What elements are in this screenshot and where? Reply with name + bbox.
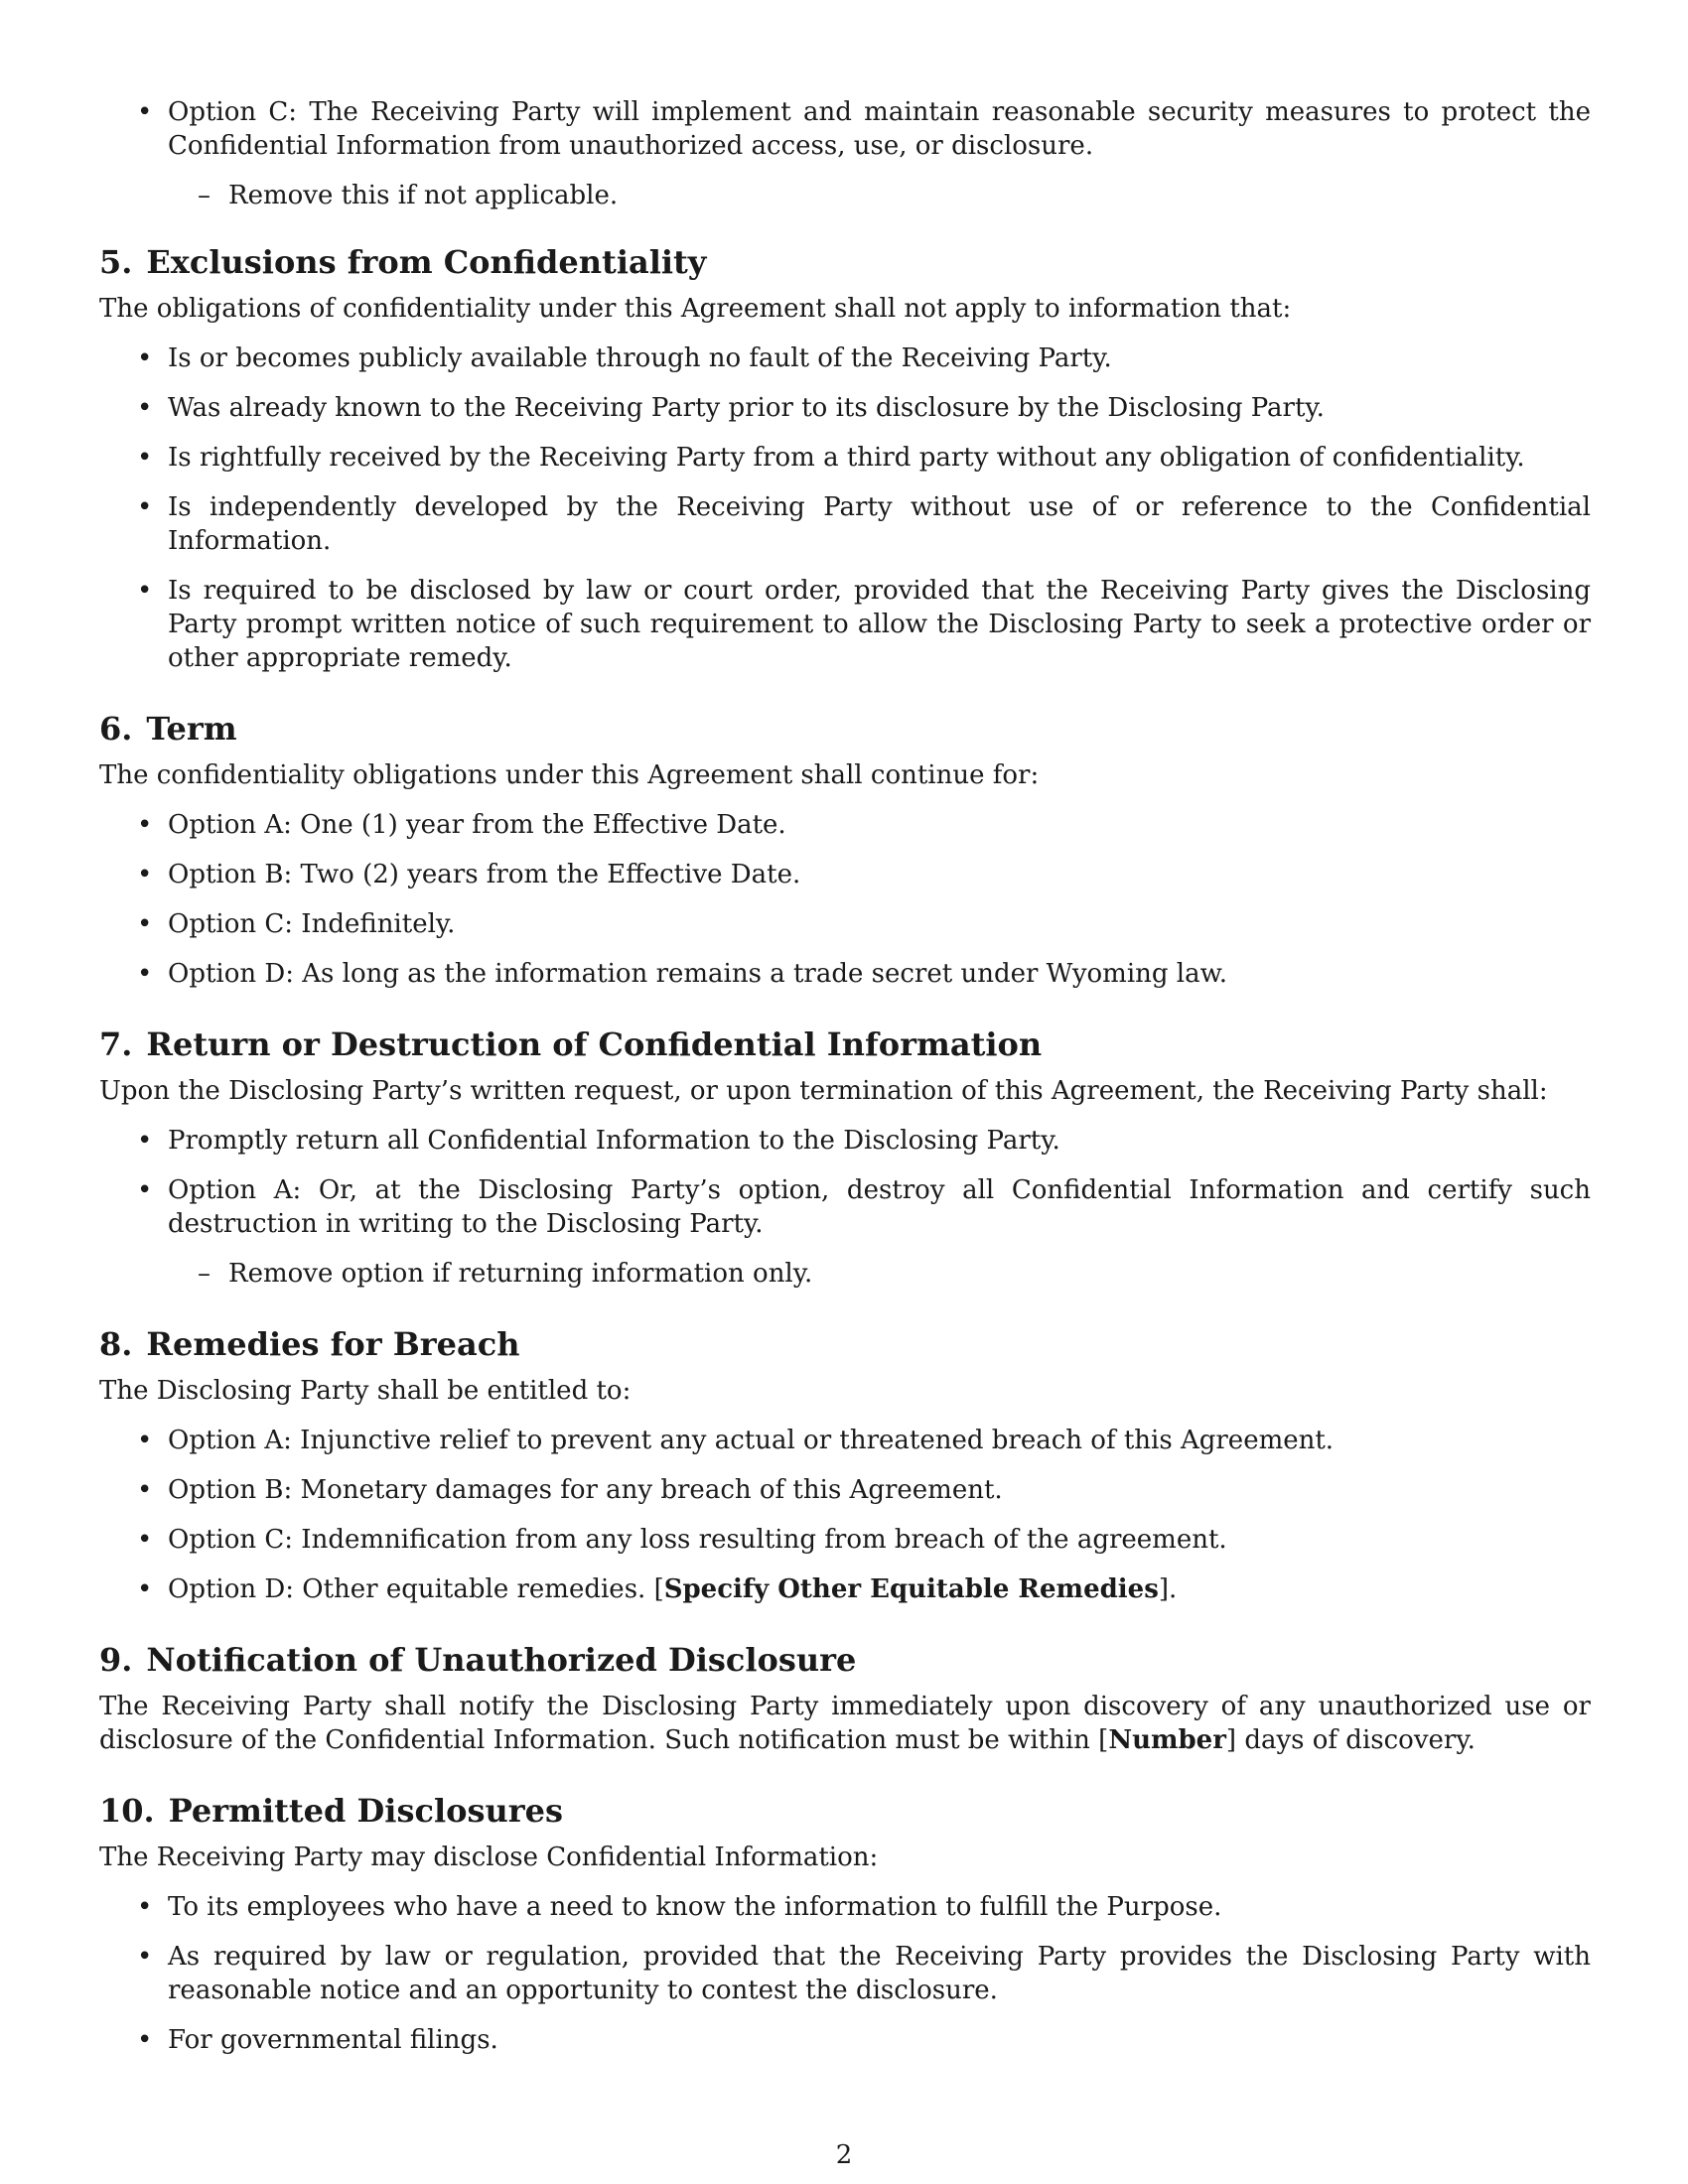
section-number: 6.	[99, 710, 133, 748]
list-item: • Option D: As long as the information remains a trade secret under Wyoming law.	[99, 957, 1591, 991]
list-item: • Option C: Indemnification from any loss resulting from breach of the agreement.	[99, 1523, 1591, 1557]
list-item: • Is required to be disclosed by law or court order, provided that the Receiving Party gives the Disclosing Party prompt written notice of such requirement to allow the Disclosing Party to seek a protective order or other appropriate remedy.	[99, 574, 1591, 675]
section-title: Notification of Unauthorized Disclosure	[146, 1641, 857, 1679]
section-10-lead: The Receiving Party may disclose Confidential Information:	[99, 1843, 879, 1872]
document-page	[99, 95, 1591, 2073]
section-title: Term	[146, 710, 237, 748]
sub-list-item: – Remove this if not applicable.	[168, 179, 1591, 212]
section-number: 8.	[99, 1325, 133, 1363]
list-item: • Option B: Monetary damages for any breach of this Agreement.	[99, 1473, 1591, 1507]
section-10-list	[99, 1890, 1591, 2057]
sub-list	[168, 179, 1591, 212]
list-item-text: Option C: The Receiving Party will implement and maintain reasonable security measures to protect the Confidential Information from unauthorized access, use, or disclosure.	[168, 97, 1591, 161]
list-item-text: Option A: Or, at the Disclosing Party’s option, destroy all Confidential Information and certify such destruction in writing to the Disclosing Party.	[168, 1175, 1591, 1239]
section-8-lead: The Disclosing Party shall be entitled to:	[99, 1376, 632, 1406]
list-item: • To its employees who have a need to know the information to fulfill the Purpose.	[99, 1890, 1591, 1924]
list-item-text: Option D: Other equitable remedies. [	[168, 1574, 664, 1604]
section-title: Exclusions from Confidentiality	[146, 243, 707, 281]
section-9-body	[99, 1690, 1591, 1757]
placeholder-field: Specify Other Equitable Remedies	[663, 1574, 1159, 1604]
placeholder-field: Number	[1108, 1725, 1226, 1755]
section-8-heading	[99, 1324, 1591, 1364]
sub-list	[168, 1257, 1591, 1291]
section-5-list	[99, 341, 1591, 675]
section-number: 5.	[99, 243, 133, 281]
section-8-list	[99, 1424, 1591, 1606]
list-item: • Is rightfully received by the Receiving Party from a third party without any obligation of confidentiality.	[99, 441, 1591, 475]
list-item-text-end: ].	[1158, 1574, 1178, 1604]
page-number: 2	[835, 2140, 853, 2170]
section-title: Remedies for Breach	[146, 1325, 520, 1363]
section-10-heading	[99, 1791, 1591, 1831]
list-item: • For governmental filings.	[99, 2023, 1591, 2057]
list-item	[99, 1173, 1591, 1291]
body-text: The Receiving Party shall notify the Disclosing Party immediately upon discovery of any unauthorized use or disclosure of the Confidential Information. Such notification must be within [	[99, 1692, 1591, 1755]
section-number: 7.	[99, 1025, 133, 1063]
section-number: 10.	[99, 1792, 155, 1830]
section-6-lead: The confidentiality obligations under this Agreement shall continue for:	[99, 760, 1040, 790]
body-text-end: ] days of discovery.	[1225, 1725, 1476, 1755]
list-item: • Promptly return all Confidential Information to the Disclosing Party.	[99, 1124, 1591, 1158]
section-9-heading	[99, 1640, 1591, 1680]
section-4-continued-list	[99, 95, 1591, 212]
section-7-list	[99, 1124, 1591, 1291]
section-7-lead: Upon the Disclosing Party’s written request, or upon termination of this Agreement, the Receiving Party shall:	[99, 1076, 1548, 1106]
section-7-heading	[99, 1024, 1591, 1064]
list-item: • Option A: One (1) year from the Effective Date.	[99, 808, 1591, 842]
section-title: Permitted Disclosures	[168, 1792, 563, 1830]
section-5-heading	[99, 242, 1591, 282]
list-item	[99, 1572, 1591, 1606]
list-item: • Option C: Indefinitely.	[99, 907, 1591, 941]
section-6-heading	[99, 709, 1591, 749]
list-item	[99, 95, 1591, 212]
section-number: 9.	[99, 1641, 133, 1679]
list-item: • Option B: Two (2) years from the Effective Date.	[99, 858, 1591, 891]
list-item: • Was already known to the Receiving Party prior to its disclosure by the Disclosing Party.	[99, 391, 1591, 425]
section-5-lead: The obligations of confidentiality under this Agreement shall not apply to information that:	[99, 294, 1292, 324]
sub-list-item: – Remove option if returning information only.	[168, 1257, 1591, 1291]
list-item: • Is or becomes publicly available through no fault of the Receiving Party.	[99, 341, 1591, 375]
list-item: • Option A: Injunctive relief to prevent any actual or threatened breach of this Agreement.	[99, 1424, 1591, 1457]
section-6-list	[99, 808, 1591, 991]
list-item: • As required by law or regulation, provided that the Receiving Party provides the Disclosing Party with reasonable notice and an opportunity to contest the disclosure.	[99, 1940, 1591, 2007]
list-item: • Is independently developed by the Receiving Party without use of or reference to the Confidential Information.	[99, 490, 1591, 558]
section-title: Return or Destruction of Confidential Information	[146, 1025, 1043, 1063]
